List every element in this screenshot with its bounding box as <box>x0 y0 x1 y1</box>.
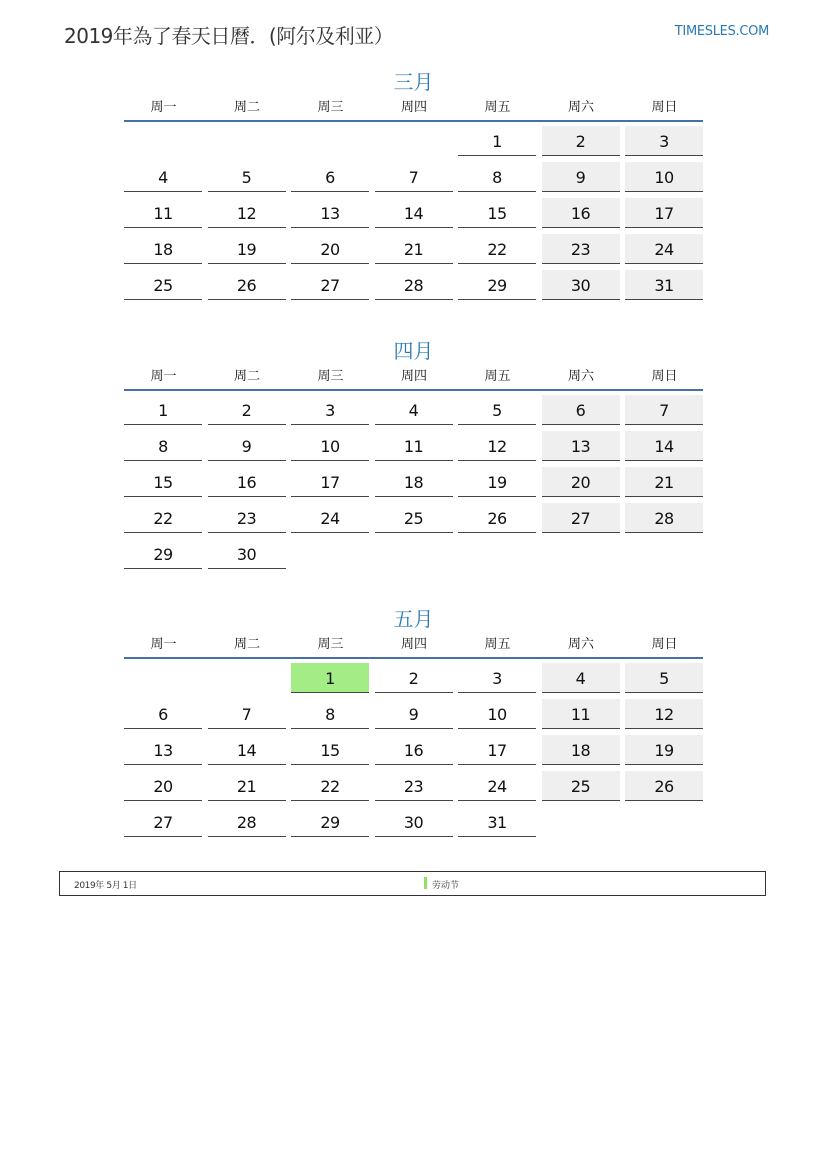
day-cell: 26 <box>625 771 703 801</box>
day-cell: 14 <box>625 431 703 461</box>
day-cell: 22 <box>124 503 202 533</box>
weekday-header <box>124 96 703 122</box>
day-cell: 17 <box>291 467 369 497</box>
day-cell: 4 <box>542 663 620 693</box>
day-cell: 10 <box>458 699 536 729</box>
weekday-label: 周三 <box>317 100 344 115</box>
day-cell: 24 <box>458 771 536 801</box>
day-cell: 14 <box>208 735 286 765</box>
holiday-name: 劳动节 <box>432 881 460 891</box>
month-may <box>124 607 703 832</box>
day-cell: 31 <box>458 807 536 837</box>
page-title: 2019年為了春天日曆．(阿尔及利亚） <box>64 24 394 48</box>
day-cell: 2 <box>375 663 453 693</box>
day-cell: 19 <box>458 467 536 497</box>
day-cell: 17 <box>625 198 703 228</box>
day-cell: 16 <box>208 467 286 497</box>
day-cell: 27 <box>291 270 369 300</box>
day-cell: 20 <box>542 467 620 497</box>
day-cell: 12 <box>208 198 286 228</box>
weekday-label: 周三 <box>317 637 344 652</box>
day-cell: 11 <box>542 699 620 729</box>
day-cell: 19 <box>208 234 286 264</box>
day-cell: 29 <box>291 807 369 837</box>
day-cell: 15 <box>291 735 369 765</box>
weekday-label: 周日 <box>651 637 678 652</box>
day-cell: 30 <box>542 270 620 300</box>
weekday-label: 周日 <box>651 369 678 384</box>
day-cell: 7 <box>375 162 453 192</box>
day-cell: 22 <box>291 771 369 801</box>
day-cell: 24 <box>625 234 703 264</box>
day-cell: 28 <box>375 270 453 300</box>
day-cell: 8 <box>124 431 202 461</box>
day-cell: 6 <box>542 395 620 425</box>
day-cell: 16 <box>375 735 453 765</box>
day-cell: 25 <box>124 270 202 300</box>
day-cell: 6 <box>291 162 369 192</box>
day-cell: 16 <box>542 198 620 228</box>
day-cell: 8 <box>291 699 369 729</box>
day-cell: 28 <box>625 503 703 533</box>
day-cell: 5 <box>208 162 286 192</box>
day-cell: 1 <box>458 126 536 156</box>
day-cell: 21 <box>208 771 286 801</box>
day-cell: 12 <box>458 431 536 461</box>
weekday-label: 周五 <box>484 637 511 652</box>
day-cell: 24 <box>291 503 369 533</box>
day-cell: 17 <box>458 735 536 765</box>
weekday-label: 周一 <box>150 369 177 384</box>
day-cell: 28 <box>208 807 286 837</box>
day-cell: 9 <box>375 699 453 729</box>
day-cell: 3 <box>458 663 536 693</box>
day-cell: 13 <box>291 198 369 228</box>
day-cell: 14 <box>375 198 453 228</box>
weekday-label: 周五 <box>484 100 511 115</box>
day-cell: 25 <box>542 771 620 801</box>
day-cell: 2 <box>208 395 286 425</box>
weekday-label: 周六 <box>567 100 594 115</box>
weekday-label: 周二 <box>233 637 260 652</box>
day-cell: 3 <box>291 395 369 425</box>
day-cell: 18 <box>124 234 202 264</box>
weekday-header <box>124 633 703 659</box>
day-cell: 21 <box>625 467 703 497</box>
day-cell: 11 <box>375 431 453 461</box>
day-cell: 30 <box>375 807 453 837</box>
day-cell: 22 <box>458 234 536 264</box>
day-cell: 27 <box>542 503 620 533</box>
month-march <box>124 70 703 295</box>
weekday-label: 周六 <box>567 369 594 384</box>
day-cell: 23 <box>375 771 453 801</box>
day-cell: 12 <box>625 699 703 729</box>
day-cell: 13 <box>124 735 202 765</box>
weekday-label: 周三 <box>317 369 344 384</box>
day-cell: 25 <box>375 503 453 533</box>
day-cell: 9 <box>542 162 620 192</box>
day-cell: 3 <box>625 126 703 156</box>
holiday-color-marker <box>424 877 427 889</box>
weekday-label: 周日 <box>651 100 678 115</box>
day-cell: 31 <box>625 270 703 300</box>
day-cell: 27 <box>124 807 202 837</box>
day-cell: 8 <box>458 162 536 192</box>
day-cell: 4 <box>375 395 453 425</box>
weekday-label: 周四 <box>400 369 427 384</box>
day-cell: 7 <box>208 699 286 729</box>
day-cell: 4 <box>124 162 202 192</box>
day-cell: 15 <box>124 467 202 497</box>
day-cell: 7 <box>625 395 703 425</box>
day-cell: 11 <box>124 198 202 228</box>
day-cell: 20 <box>124 771 202 801</box>
weekday-label: 周二 <box>233 369 260 384</box>
weekday-label: 周四 <box>400 637 427 652</box>
day-cell: 9 <box>208 431 286 461</box>
day-cell: 5 <box>458 395 536 425</box>
day-cell: 2 <box>542 126 620 156</box>
day-cell: 30 <box>208 539 286 569</box>
day-cell: 10 <box>625 162 703 192</box>
page-header <box>64 18 769 48</box>
site-link[interactable]: TIMESLES.COM <box>674 24 769 39</box>
weekday-label: 周二 <box>233 100 260 115</box>
weekday-header <box>124 365 703 391</box>
day-cell: 23 <box>208 503 286 533</box>
month-title: 四月 <box>393 339 434 363</box>
day-cell: 26 <box>458 503 536 533</box>
month-title: 五月 <box>393 607 434 631</box>
day-cell: 23 <box>542 234 620 264</box>
weekday-label: 周一 <box>150 637 177 652</box>
day-cell: 15 <box>458 198 536 228</box>
day-cell: 18 <box>542 735 620 765</box>
weekday-label: 周一 <box>150 100 177 115</box>
day-cell: 13 <box>542 431 620 461</box>
day-cell: 1 <box>124 395 202 425</box>
day-cell: 6 <box>124 699 202 729</box>
holiday-date: 2019年 5月 1日 <box>74 881 137 891</box>
weekday-label: 周五 <box>484 369 511 384</box>
month-title: 三月 <box>393 70 434 94</box>
day-cell: 18 <box>375 467 453 497</box>
weekday-label: 周六 <box>567 637 594 652</box>
day-cell: 20 <box>291 234 369 264</box>
day-cell: 29 <box>124 539 202 569</box>
day-cell: 10 <box>291 431 369 461</box>
day-cell: 26 <box>208 270 286 300</box>
weekday-label: 周四 <box>400 100 427 115</box>
day-cell-holiday: 1 <box>291 663 369 693</box>
month-april <box>124 339 703 564</box>
day-cell: 21 <box>375 234 453 264</box>
day-cell: 29 <box>458 270 536 300</box>
day-cell: 5 <box>625 663 703 693</box>
day-cell: 19 <box>625 735 703 765</box>
holiday-list <box>59 871 766 896</box>
